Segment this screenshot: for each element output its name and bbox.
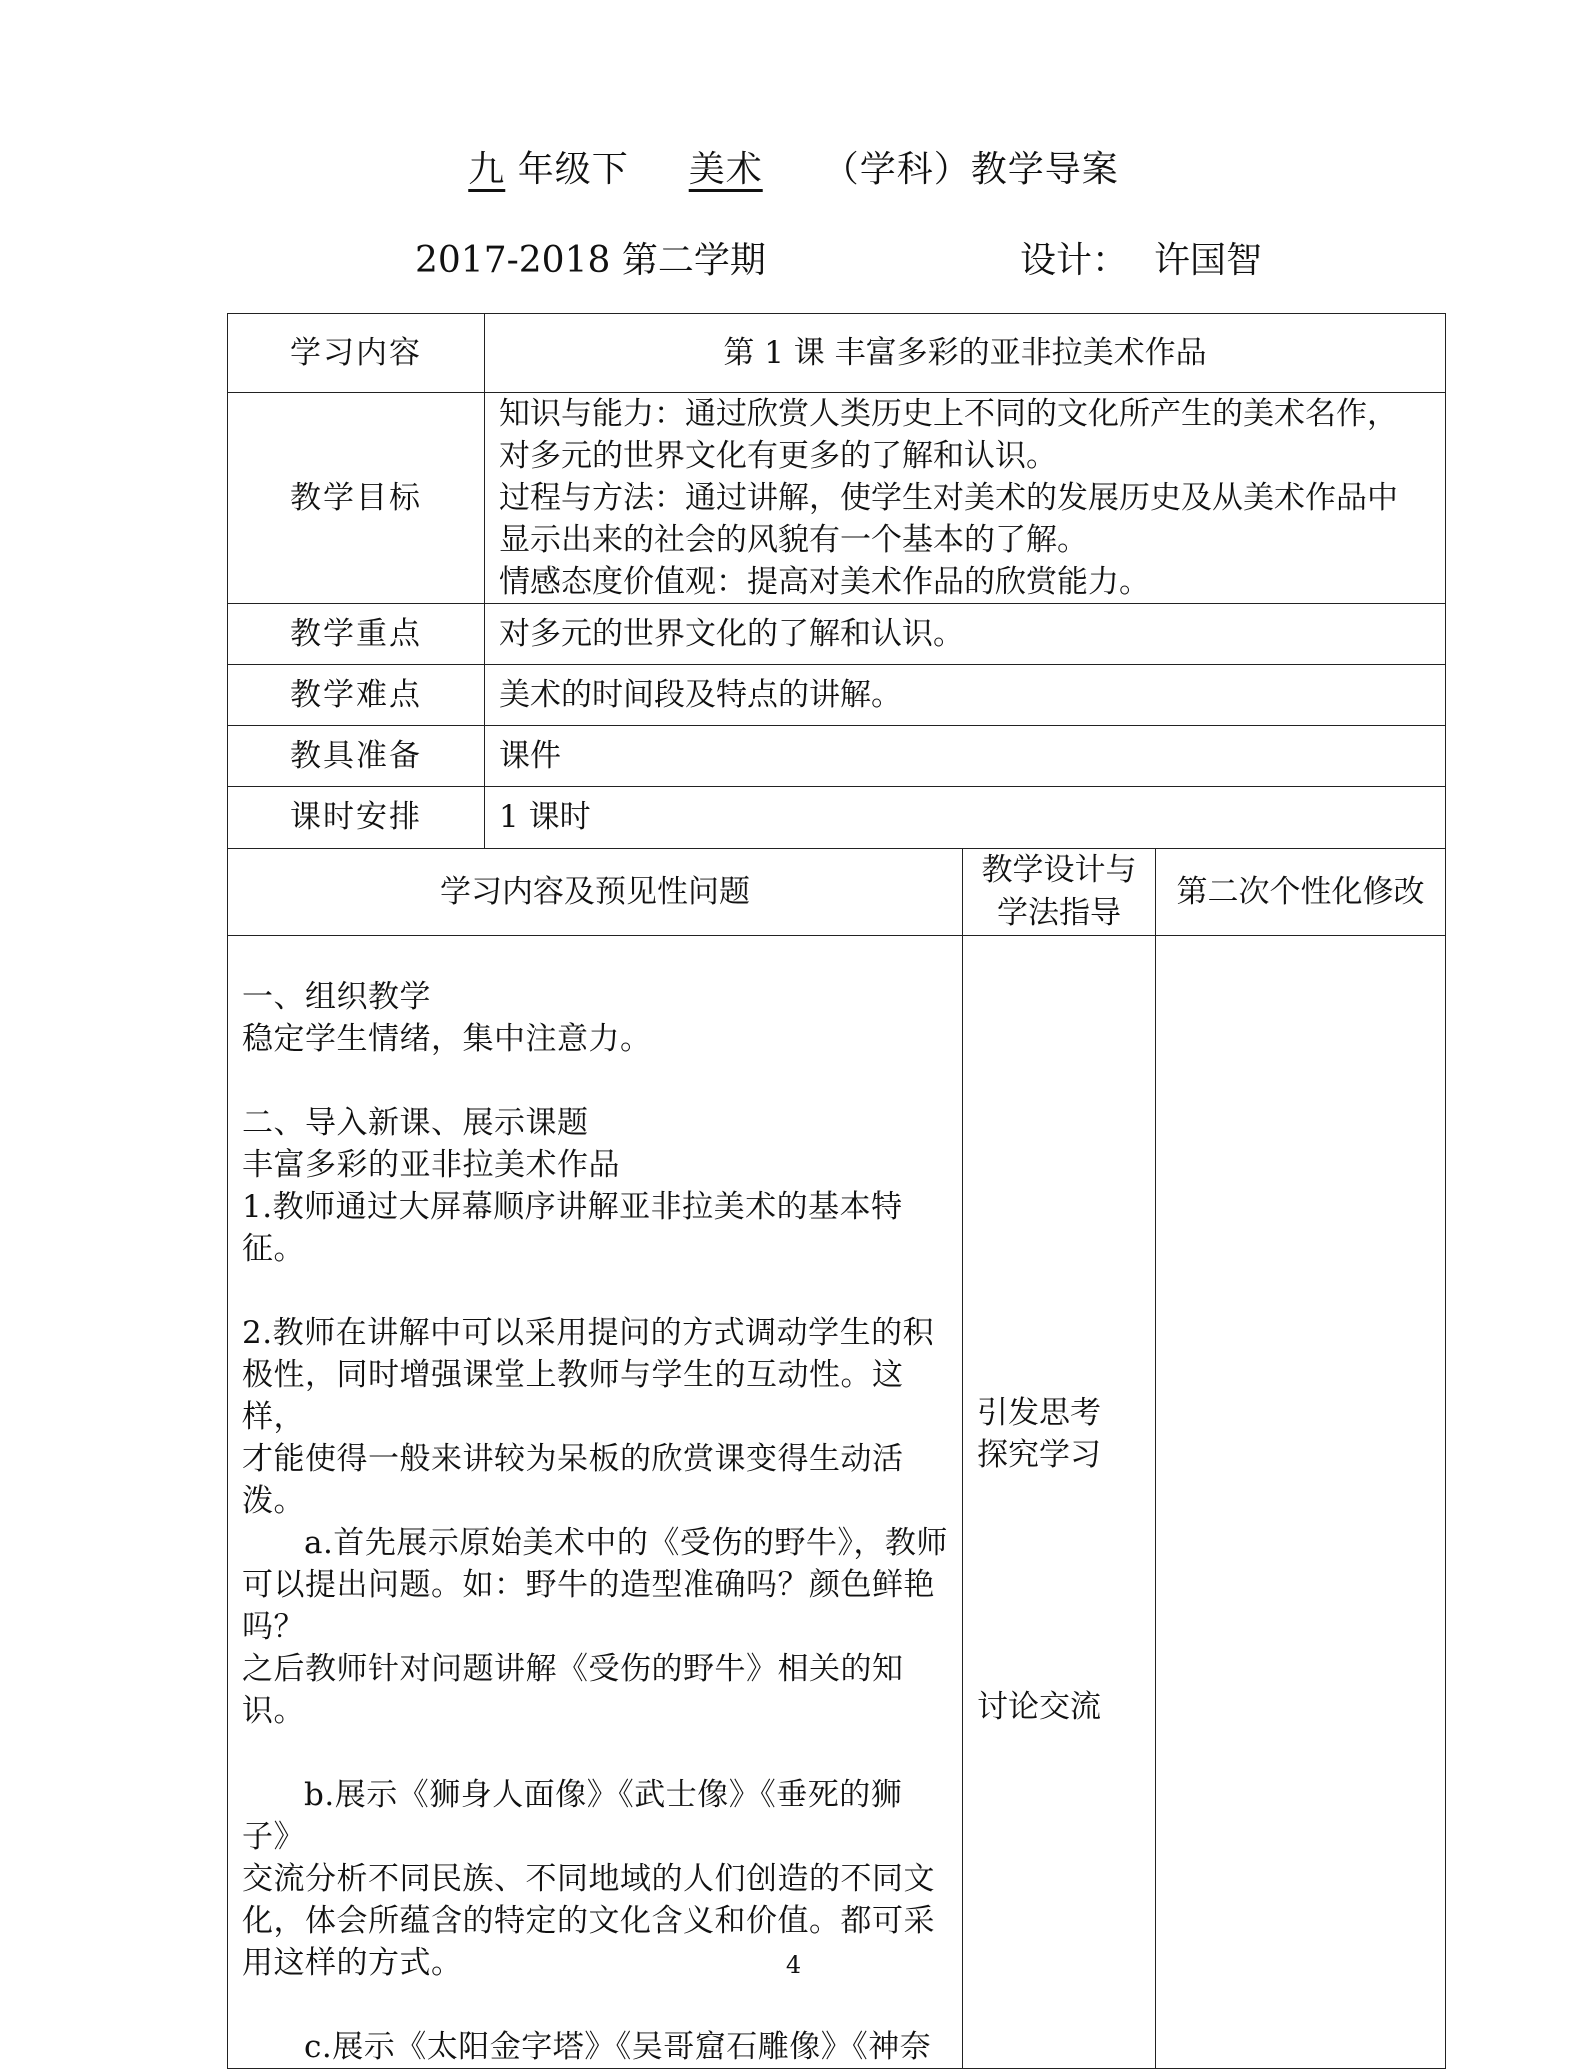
schedule-label: 课时安排: [228, 787, 485, 849]
body-line: 用这样的方式。: [242, 1945, 463, 1981]
col-header-revision: 第二次个性化修改: [1156, 849, 1446, 936]
body-gap: [242, 1270, 948, 1312]
body-line: c.展示《太阳金字塔》《吴哥窟石雕像》《神奈: [304, 2029, 932, 2065]
body-gap: [242, 1732, 948, 1774]
guide-note-2: 讨论交流: [977, 1689, 1101, 1725]
difficult-value: 美术的时间段及特点的讲解。: [485, 665, 1446, 726]
term-text: 2017-2018 第二学期: [415, 240, 766, 281]
body-gap: [242, 1060, 948, 1102]
goal-label: 教学目标: [228, 393, 485, 604]
body-line: 2.教师在讲解中可以采用提问的方式调动学生的积: [242, 1315, 935, 1351]
body-line: 稳定学生情绪，集中注意力。: [242, 1021, 652, 1057]
designer-name: 许国智: [1154, 240, 1263, 281]
content-value: 第 1 课 丰富多彩的亚非拉美术作品: [485, 314, 1446, 393]
goal-line: 显示出来的社会的风貌有一个基本的了解。: [499, 522, 1088, 558]
row-body: [228, 936, 1446, 2069]
goal-line: 情感态度价值观：提高对美术作品的欣赏能力。: [499, 564, 1150, 600]
col-header-guide: [963, 849, 1156, 936]
title-subject: 美术: [688, 149, 763, 190]
body-line: 一、组织教学: [242, 979, 431, 1015]
page-number: 4: [785, 1951, 802, 1979]
body-line: 之后教师针对问题讲解《受伤的野牛》相关的知识。: [242, 1651, 904, 1729]
tools-label: 教具准备: [228, 726, 485, 787]
body-revision: [1156, 936, 1446, 2069]
row-schedule: [228, 787, 1446, 849]
row-key-point: [228, 604, 1446, 665]
body-line: 二、导入新课、展示课题: [242, 1105, 589, 1141]
body-line: 1.教师通过大屏幕顺序讲解亚非拉美术的基本特: [242, 1189, 903, 1225]
row-content: [228, 314, 1446, 393]
body-line: 极性，同时增强课堂上教师与学生的互动性。这样，: [242, 1357, 904, 1435]
body-line: 化，体会所蕴含的特定的文化含义和价值。都可采: [242, 1903, 935, 1939]
body-line: b.展示《狮身人面像》《武士像》《垂死的狮子》: [242, 1777, 903, 1855]
body-line: 才能使得一般来讲较为呆板的欣赏课变得生动活: [242, 1441, 904, 1477]
col-header-guide-line2: 学法指导: [997, 895, 1121, 931]
col-header-content: 学习内容及预见性问题: [228, 849, 963, 936]
difficult-label: 教学难点: [228, 665, 485, 726]
body-content: [228, 936, 963, 2069]
col-header-guide-line1: 教学设计与: [981, 852, 1137, 888]
body-gap: [242, 1984, 948, 2026]
content-label: 学习内容: [228, 314, 485, 393]
key-label: 教学重点: [228, 604, 485, 665]
body-guide: [963, 936, 1156, 2069]
body-line: 吗？: [242, 1609, 305, 1645]
body-line: 交流分析不同民族、不同地域的人们创造的不同文: [242, 1861, 935, 1897]
body-line: a.首先展示原始美术中的《受伤的野牛》，教师: [304, 1525, 948, 1561]
guide-note-1: [977, 1392, 1101, 1476]
goal-value: [485, 393, 1446, 604]
body-line: 丰富多彩的亚非拉美术作品: [242, 1147, 620, 1183]
title-suffix: （学科）教学导案: [822, 149, 1119, 190]
guide-note-1a: 引发思考: [977, 1395, 1101, 1431]
key-value: 对多元的世界文化的了解和认识。: [485, 604, 1446, 665]
title-grade-suffix: 年级下: [505, 149, 629, 190]
schedule-value: 1 课时: [485, 787, 1446, 849]
lesson-plan-table: [227, 313, 1446, 2069]
title-grade: 九: [468, 149, 506, 190]
body-line: 征。: [242, 1231, 305, 1267]
row-tools: [228, 726, 1446, 787]
body-line: 泼。: [242, 1483, 305, 1519]
row-difficulty: [228, 665, 1446, 726]
row-column-headers: [228, 849, 1446, 936]
row-goals: [228, 393, 1446, 604]
goal-line: 过程与方法：通过讲解，使学生对美术的发展历史及从美术作品中: [499, 480, 1398, 516]
body-line: 可以提出问题。如：野牛的造型准确吗？颜色鲜艳: [242, 1567, 935, 1603]
designer-info: [1020, 236, 1262, 286]
guide-note-1b: 探究学习: [977, 1437, 1101, 1473]
document-title: [0, 140, 1587, 200]
tools-value: 课件: [485, 726, 1446, 787]
goal-line: 对多元的世界文化有更多的了解和认识。: [499, 438, 1057, 474]
goal-line: 知识与能力：通过欣赏人类历史上不同的文化所产生的美术名作，: [499, 396, 1398, 432]
designer-label: 设计：: [1020, 240, 1129, 281]
